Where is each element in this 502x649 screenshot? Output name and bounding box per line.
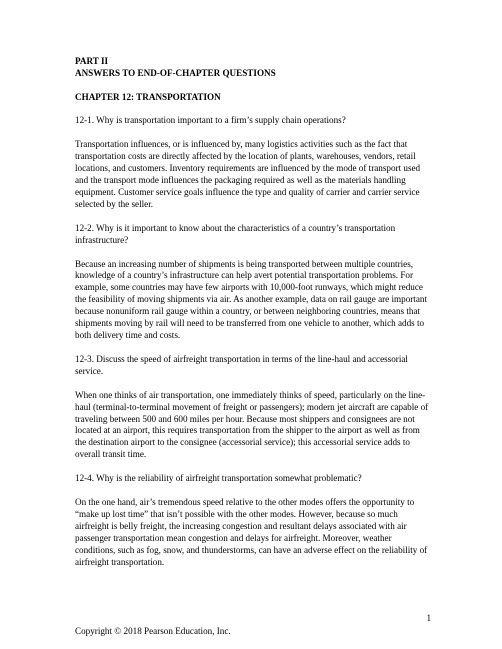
question-12-4: 12-4. Why is the reliability of airfreight transportation somewhat problematic? xyxy=(75,473,362,484)
copyright-notice: Copyright © 2018 Pearson Education, Inc. xyxy=(75,626,231,636)
answer-12-2: Because an increasing number of shipments is being transported between multiple countries, knowledge of a country’s infrastructure can help avert potential transportation problems. For example, some countries may have few airports with 10,000-foot runways, which might reduce the feasibility of moving shipments via air. As another example, data on rail gauge are important because nonuniform rail gauge within a country, or between neighboring countries, means that shipments moving by rail will need to be transferred from one vehicle to another, which adds to both delivery time and costs. xyxy=(75,258,427,340)
answer-12-1: Transportation influences, or is influenced by, many logistics activities such as the fact that transportation costs are directly affected by the location of plants, warehouses, vendors, retail locations, and customers. Inventory requirements are influenced by the mode of transport used and the transport mode influences the packaging required as well as the materials handling equipment. Customer service goals influence the type and quality of carrier and carrier service selected by the seller. xyxy=(75,139,421,209)
question-12-1: 12-1. Why is transportation important to a firm’s supply chain operations? xyxy=(75,115,346,126)
page-number: 1 xyxy=(426,613,431,623)
page-body xyxy=(75,56,430,581)
part-heading: PART II xyxy=(75,56,109,66)
question-12-2: 12-2. Why is it important to know about the characteristics of a country’s transportation infrastructure? xyxy=(75,222,396,245)
chapter-heading: CHAPTER 12: TRANSPORTATION xyxy=(75,91,221,102)
answer-12-4: On the one hand, air’s tremendous speed relative to the other modes offers the opportunity to “make up lost time” that isn’t possible with the other modes. However, because so much airfreight is belly freight, the increasing congestion and resultant delays associated with air passenger transportation mean congestion and delays for airfreight. Moreover, weather conditions, such as fog, snow, and thunderstorms, can have an adverse effect on the reliability of airfreight transportation. xyxy=(75,497,428,567)
question-12-3: 12-3. Discuss the speed of airfreight transportation in terms of the line-haul and accessorial service. xyxy=(75,353,408,376)
answers-heading: ANSWERS TO END-OF-CHAPTER QUESTIONS xyxy=(75,67,276,78)
answer-12-3: When one thinks of air transportation, one immediately thinks of speed, particularly on the line-haul (terminal-to-terminal movement of freight or passengers); modern jet aircraft are capable of traveling between 500 and 600 miles per hour. Because most shippers and consignees are not located at an airport, this requires transportation from the shipper to the airport as well as from the destination airport to the consignee (accessorial service); this accessorial service adds to overall transit time. xyxy=(75,389,429,460)
